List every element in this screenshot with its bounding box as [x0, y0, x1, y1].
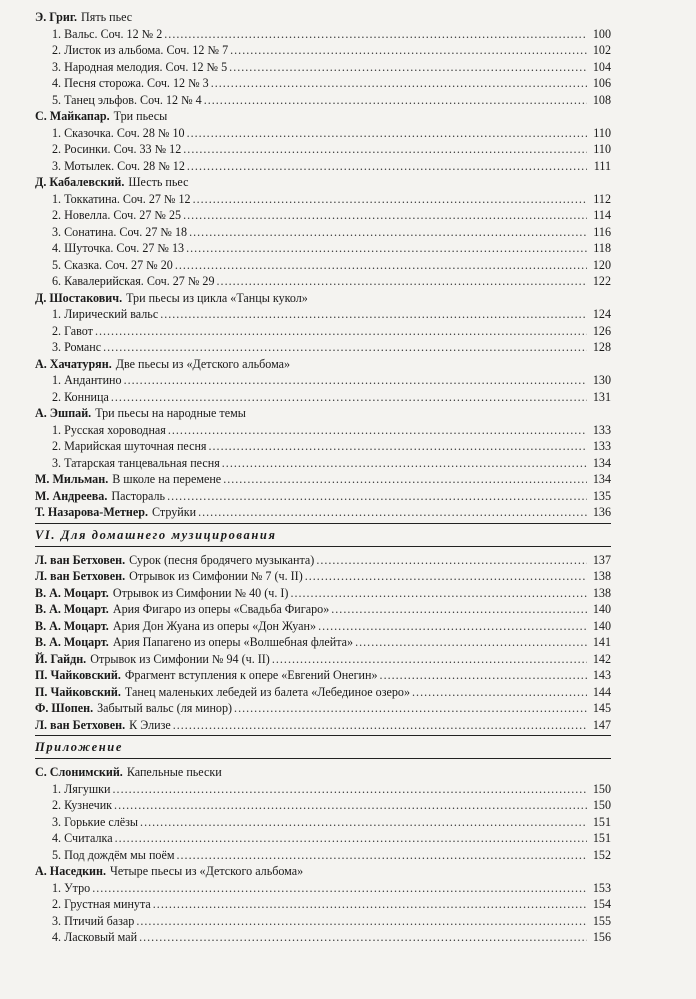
toc-group [35, 863, 611, 946]
toc-entry [35, 601, 611, 618]
toc-entry [35, 59, 611, 76]
dot-leader [230, 42, 587, 59]
toc-entry [35, 585, 611, 602]
page-number: 152 [592, 847, 611, 862]
dot-leader [167, 488, 587, 505]
entry-title: 2. Кузнечик [52, 798, 113, 812]
page-number: 112 [593, 191, 611, 206]
dot-leader [160, 306, 587, 323]
entry-title: Фрагмент вступления к опере «Евгений Онегин» [124, 668, 378, 682]
toc-entry [35, 929, 611, 946]
page-number: 150 [592, 781, 611, 796]
entry-title: 1. Лягушки [52, 781, 111, 796]
toc-entry [35, 700, 611, 717]
toc-entry [35, 651, 611, 668]
entry-title: В школе на перемене [112, 472, 222, 486]
composer-name: П. Чайковский. [35, 668, 121, 682]
entry-title: Отрывок из Симфонии № 40 (ч. I) [112, 585, 289, 600]
toc-entry [35, 306, 611, 323]
entry-title: 1. Утро [52, 880, 91, 895]
dot-leader [115, 830, 587, 847]
toc-group-heading [35, 174, 611, 191]
dot-leader [331, 601, 587, 618]
toc-group-heading [35, 290, 611, 307]
toc-entry [35, 240, 611, 257]
page-number: 135 [592, 488, 611, 503]
page-number: 141 [592, 635, 611, 649]
table-of-contents [35, 9, 611, 946]
entry-title: 2. Грустная минута [52, 897, 151, 911]
group-title: Три пьесы из цикла «Танцы кукол» [126, 290, 308, 305]
page-number: 140 [592, 602, 611, 616]
dot-leader [217, 273, 587, 290]
composer-name: Д. Шостакович. [35, 290, 123, 305]
dot-leader [305, 568, 587, 585]
toc-entry [35, 372, 611, 389]
composer-name: Й. Гайдн. [35, 651, 87, 666]
composer-name: В. А. Моцарт. [35, 602, 109, 616]
toc-entry [35, 455, 611, 472]
entry-title: 4. Ласковый май [52, 930, 138, 944]
composer-name: С. Майкапар. [35, 109, 110, 123]
composer-name: А. Хачатурян. [35, 356, 112, 371]
dot-leader [193, 191, 587, 208]
toc-entry [35, 896, 611, 913]
page-number: 122 [592, 274, 611, 288]
toc-entry [35, 323, 611, 340]
entry-title: 5. Сказка. Соч. 27 № 20 [52, 257, 173, 272]
page-number: 110 [593, 125, 611, 140]
toc-entry [35, 880, 611, 897]
dot-leader [272, 651, 587, 668]
group-title: Две пьесы из «Детского альбома» [115, 356, 291, 371]
dot-leader [92, 880, 587, 897]
entry-title: 2. Росинки. Соч. 33 № 12 [52, 142, 182, 156]
toc-group [35, 290, 611, 356]
toc-group-heading [35, 764, 611, 781]
toc-entry [35, 75, 611, 92]
page-number: 131 [592, 389, 611, 404]
dot-leader [412, 684, 587, 701]
toc-entry [35, 224, 611, 241]
toc-entry [35, 684, 611, 701]
entry-title: Ария Папагено из оперы «Волшебная флейта» [112, 635, 354, 649]
page-number: 138 [592, 569, 611, 583]
toc-entry [35, 191, 611, 208]
composer-name: В. А. Моцарт. [35, 635, 109, 649]
entry-title: Забытый вальс (ля минор) [97, 701, 233, 715]
dot-leader [229, 59, 587, 76]
entry-title: 4. Песня сторожа. Соч. 12 № 3 [52, 76, 209, 90]
toc-entry [35, 667, 611, 684]
dot-leader [204, 92, 587, 109]
composer-name: П. Чайковский. [35, 684, 121, 699]
page-number: 144 [592, 684, 611, 699]
toc-entry [35, 125, 611, 142]
entry-title: 5. Танец эльфов. Соч. 12 № 4 [52, 92, 202, 107]
group-title: Три пьесы на народные темы [95, 406, 246, 420]
toc-entry [35, 634, 611, 651]
entry-title: Танец маленьких лебедей из балета «Лебединое озеро» [124, 684, 411, 699]
entry-title: 3. Народная мелодия. Соч. 12 № 5 [52, 59, 228, 74]
toc-entry [35, 504, 611, 521]
entry-title: 2. Марийская шуточная песня [52, 439, 207, 453]
group-title: Шесть пьес [128, 175, 189, 189]
toc-group [35, 9, 611, 108]
entry-title: Струйки [152, 505, 197, 519]
dot-leader [103, 339, 587, 356]
entry-title: 1. Андантино [52, 373, 122, 387]
dot-leader [164, 26, 587, 43]
page-number: 153 [592, 880, 611, 895]
toc-group-heading [35, 356, 611, 373]
group-title: Капельные пьески [126, 765, 222, 779]
page-number: 114 [593, 208, 611, 222]
entry-title: 3. Татарская танцевальная песня [52, 455, 220, 470]
toc-entry [35, 339, 611, 356]
page-number: 106 [592, 76, 611, 90]
group-title: Пять пьес [81, 10, 133, 24]
toc-group-heading [35, 108, 611, 125]
entry-title: 3. Романс [52, 340, 102, 354]
dot-leader [111, 389, 587, 406]
dot-leader [234, 700, 587, 717]
toc-entry [35, 422, 611, 439]
toc-entry [35, 26, 611, 43]
page-number: 116 [593, 224, 611, 239]
composer-name: Л. ван Бетховен. [35, 569, 126, 583]
dot-leader [187, 125, 587, 142]
dot-leader [139, 929, 587, 946]
composer-name: Э. Григ. [35, 10, 78, 24]
group-title: Четыре пьесы из «Детского альбома» [110, 864, 304, 878]
dot-leader [187, 158, 587, 175]
dot-leader [380, 667, 587, 684]
entry-title: 1. Русская хороводная [52, 422, 166, 437]
toc-entry [35, 814, 611, 831]
page-number: 128 [592, 340, 611, 354]
composer-name: Д. Кабалевский. [35, 175, 125, 189]
page-number: 155 [592, 913, 611, 928]
entry-title: 2. Листок из альбома. Соч. 12 № 7 [52, 43, 229, 57]
section-header: Приложение [35, 735, 611, 759]
entry-title: К Элизе [129, 717, 171, 732]
dot-leader [211, 75, 587, 92]
page-number: 151 [592, 814, 611, 829]
page-number: 154 [592, 897, 611, 911]
composer-name: Л. ван Бетховен. [35, 717, 126, 732]
composer-name: В. А. Моцарт. [35, 618, 109, 633]
page-number: 151 [592, 831, 611, 845]
entry-title: Отрывок из Симфонии № 94 (ч. II) [90, 651, 270, 666]
composer-name: А. Наседкин. [35, 864, 107, 878]
entry-title: 2. Новелла. Соч. 27 № 25 [52, 208, 182, 222]
composer-name: Ф. Шопен. [35, 701, 94, 715]
composer-name: Т. Назарова-Метнер. [35, 505, 148, 519]
page-number: 124 [592, 307, 611, 321]
entry-title: 4. Шуточка. Соч. 27 № 13 [52, 241, 185, 255]
page-number: 118 [593, 241, 611, 255]
page-number: 100 [592, 26, 611, 41]
entry-title: 1. Токкатина. Соч. 27 № 12 [52, 191, 191, 206]
toc-entry [35, 273, 611, 290]
toc-entry [35, 438, 611, 455]
dot-leader [209, 438, 588, 455]
composer-name: Л. ван Бетховен. [35, 552, 126, 567]
toc-entry [35, 717, 611, 734]
toc-entry [35, 42, 611, 59]
entry-title: Ария Дон Жуана из оперы «Дон Жуан» [112, 618, 317, 633]
toc-group-heading [35, 863, 611, 880]
page-number: 130 [592, 373, 611, 387]
entry-title: 3. Мотылек. Соч. 28 № 12 [52, 158, 185, 173]
composer-name: С. Слонимский. [35, 765, 123, 779]
toc-entry [35, 207, 611, 224]
page-number: 136 [592, 505, 611, 519]
entry-title: Отрывок из Симфонии № 7 (ч. II) [129, 569, 303, 583]
entry-title: Сурок (песня бродячего музыканта) [129, 552, 315, 567]
dot-leader [114, 797, 587, 814]
dot-leader [153, 896, 587, 913]
dot-leader [223, 471, 587, 488]
toc-entry [35, 781, 611, 798]
entry-title: Ария Фигаро из оперы «Свадьба Фигаро» [112, 602, 330, 616]
page-number: 126 [592, 323, 611, 338]
toc-group [35, 108, 611, 174]
entry-title: 6. Кавалерийская. Соч. 27 № 29 [52, 274, 215, 288]
dot-leader [113, 781, 587, 798]
dot-leader [290, 585, 587, 602]
dot-leader [140, 814, 587, 831]
toc-group-heading [35, 405, 611, 422]
dot-leader [355, 634, 587, 651]
dot-leader [175, 257, 587, 274]
toc-entry [35, 913, 611, 930]
page-number: 102 [592, 43, 611, 57]
page-number: 145 [592, 701, 611, 715]
dot-leader [183, 141, 587, 158]
entry-title: 4. Считалка [52, 831, 113, 845]
page-number: 140 [592, 618, 611, 633]
entry-title: 5. Под дождём мы поём [52, 847, 175, 862]
page-number: 142 [592, 651, 611, 666]
page-number: 156 [592, 930, 611, 944]
page-number: 137 [592, 552, 611, 567]
toc-entry [35, 158, 611, 175]
toc-entry [35, 847, 611, 864]
toc-group [35, 356, 611, 406]
toc-entry [35, 141, 611, 158]
page-number: 134 [592, 472, 611, 486]
dot-leader [168, 422, 587, 439]
page-number: 133 [592, 422, 611, 437]
page-number: 111 [593, 158, 611, 173]
composer-name: В. А. Моцарт. [35, 585, 109, 600]
dot-leader [318, 618, 587, 635]
entry-title: 2. Конница [52, 389, 109, 404]
entry-title: 2. Гавот [52, 323, 93, 338]
dot-leader [95, 323, 587, 340]
toc-group [35, 174, 611, 290]
dot-leader [177, 847, 588, 864]
entry-title: Пастораль [111, 488, 166, 503]
page-number: 150 [592, 798, 611, 812]
dot-leader [173, 717, 587, 734]
page-number: 110 [593, 142, 611, 156]
dot-leader [183, 207, 587, 224]
composer-name: М. Мильман. [35, 472, 109, 486]
page-number: 134 [592, 455, 611, 470]
dot-leader [124, 372, 587, 389]
entry-title: 1. Лирический вальс [52, 307, 159, 321]
page-number: 138 [592, 585, 611, 600]
dot-leader [198, 504, 587, 521]
toc-entry [35, 488, 611, 505]
composer-name: А. Эшпай. [35, 406, 92, 420]
dot-leader [186, 240, 587, 257]
entry-title: 3. Птичий базар [52, 913, 135, 928]
page-number: 108 [592, 92, 611, 107]
entry-title: 1. Сказочка. Соч. 28 № 10 [52, 125, 185, 140]
entry-title: 3. Горькие слёзы [52, 814, 139, 829]
toc-entry [35, 830, 611, 847]
group-title: Три пьесы [113, 109, 168, 123]
toc-entry [35, 552, 611, 569]
toc-group [35, 764, 611, 863]
toc-entry [35, 471, 611, 488]
entry-title: 3. Сонатина. Соч. 27 № 18 [52, 224, 188, 239]
dot-leader [189, 224, 587, 241]
toc-entry [35, 797, 611, 814]
dot-leader [136, 913, 587, 930]
toc-group [35, 405, 611, 471]
dot-leader [222, 455, 587, 472]
page-number: 104 [592, 59, 611, 74]
page-number: 143 [592, 668, 611, 682]
entry-title: 1. Вальс. Соч. 12 № 2 [52, 26, 163, 41]
toc-group-heading [35, 9, 611, 26]
composer-name: М. Андреева. [35, 488, 108, 503]
toc-entry [35, 257, 611, 274]
toc-entry [35, 92, 611, 109]
page-number: 133 [592, 439, 611, 453]
toc-entry [35, 568, 611, 585]
dot-leader [316, 552, 587, 569]
toc-entry [35, 389, 611, 406]
section-header: VI. Для домашнего музицирования [35, 523, 611, 547]
toc-entry [35, 618, 611, 635]
page-number: 120 [592, 257, 611, 272]
page-number: 147 [592, 717, 611, 732]
